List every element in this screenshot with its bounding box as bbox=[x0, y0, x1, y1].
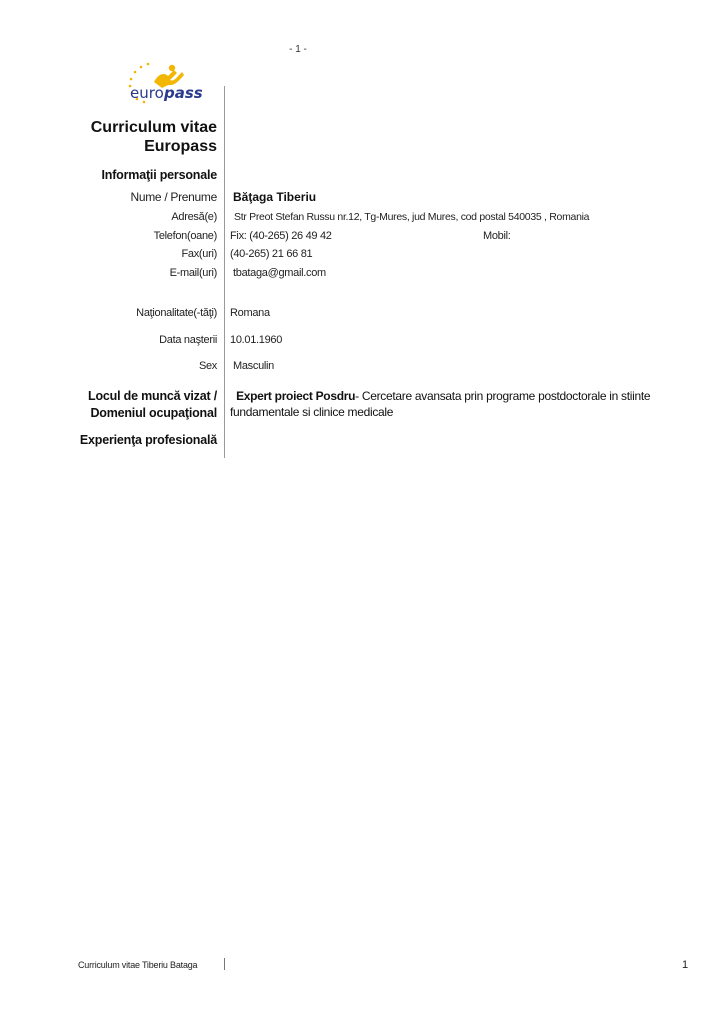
name-label: Nume / Prenume bbox=[130, 190, 217, 204]
cv-title: Curriculum vitae Europass bbox=[90, 119, 217, 155]
phone-value: Fix: (40-265) 26 49 42 bbox=[230, 230, 332, 242]
mobile-label: Mobil: bbox=[483, 230, 511, 242]
europass-logo-icon bbox=[120, 58, 220, 108]
address-value: Str Preot Stefan Russu nr.12, Tg-Mures, jud Mures, cod postal 540035 , Romania bbox=[234, 211, 590, 223]
svg-text:euro: euro bbox=[130, 84, 164, 102]
nationality-label: Naţionalitate(-tăţi) bbox=[136, 307, 217, 319]
page-number-top: - 1 - bbox=[289, 44, 307, 55]
sex-value: Masculin bbox=[233, 360, 275, 372]
column-divider bbox=[224, 86, 225, 458]
section-personal-info: Informaţii personale bbox=[101, 168, 217, 182]
fax-value: (40-265) 21 66 81 bbox=[230, 248, 313, 260]
sex-label: Sex bbox=[198, 360, 217, 372]
occupation-label: Locul de muncă vizat / Domeniul ocupaţional bbox=[88, 389, 217, 420]
nationality-value: Romana bbox=[230, 307, 270, 319]
footer-divider bbox=[224, 958, 225, 970]
footer-text: Curriculum vitae Tiberiu Bataga bbox=[78, 960, 198, 970]
occupation-title: Expert proiect Posdru bbox=[236, 389, 356, 403]
svg-text:pass: pass bbox=[164, 84, 203, 102]
phone-label: Telefon(oane) bbox=[153, 230, 217, 242]
section-experience: Experienţa profesională bbox=[79, 433, 217, 447]
footer-page-number: 1 bbox=[682, 959, 689, 971]
address-label: Adresă(e) bbox=[171, 211, 217, 223]
occupation-description: - Cercetare avansata prin programe postdoctorale in stiinte fundamentale si clinice medicale bbox=[230, 389, 651, 419]
email-label: E-mail(uri) bbox=[169, 267, 217, 279]
europass-logo bbox=[120, 58, 220, 108]
email-value[interactable]: tbataga@gmail.com bbox=[233, 267, 326, 279]
birth-date-value: 10.01.1960 bbox=[230, 334, 283, 346]
fax-label: Fax(uri) bbox=[181, 248, 217, 260]
name-value: Băţaga Tiberiu bbox=[233, 190, 317, 204]
occupation-value bbox=[230, 388, 690, 420]
birth-date-label: Data naşterii bbox=[159, 334, 217, 346]
